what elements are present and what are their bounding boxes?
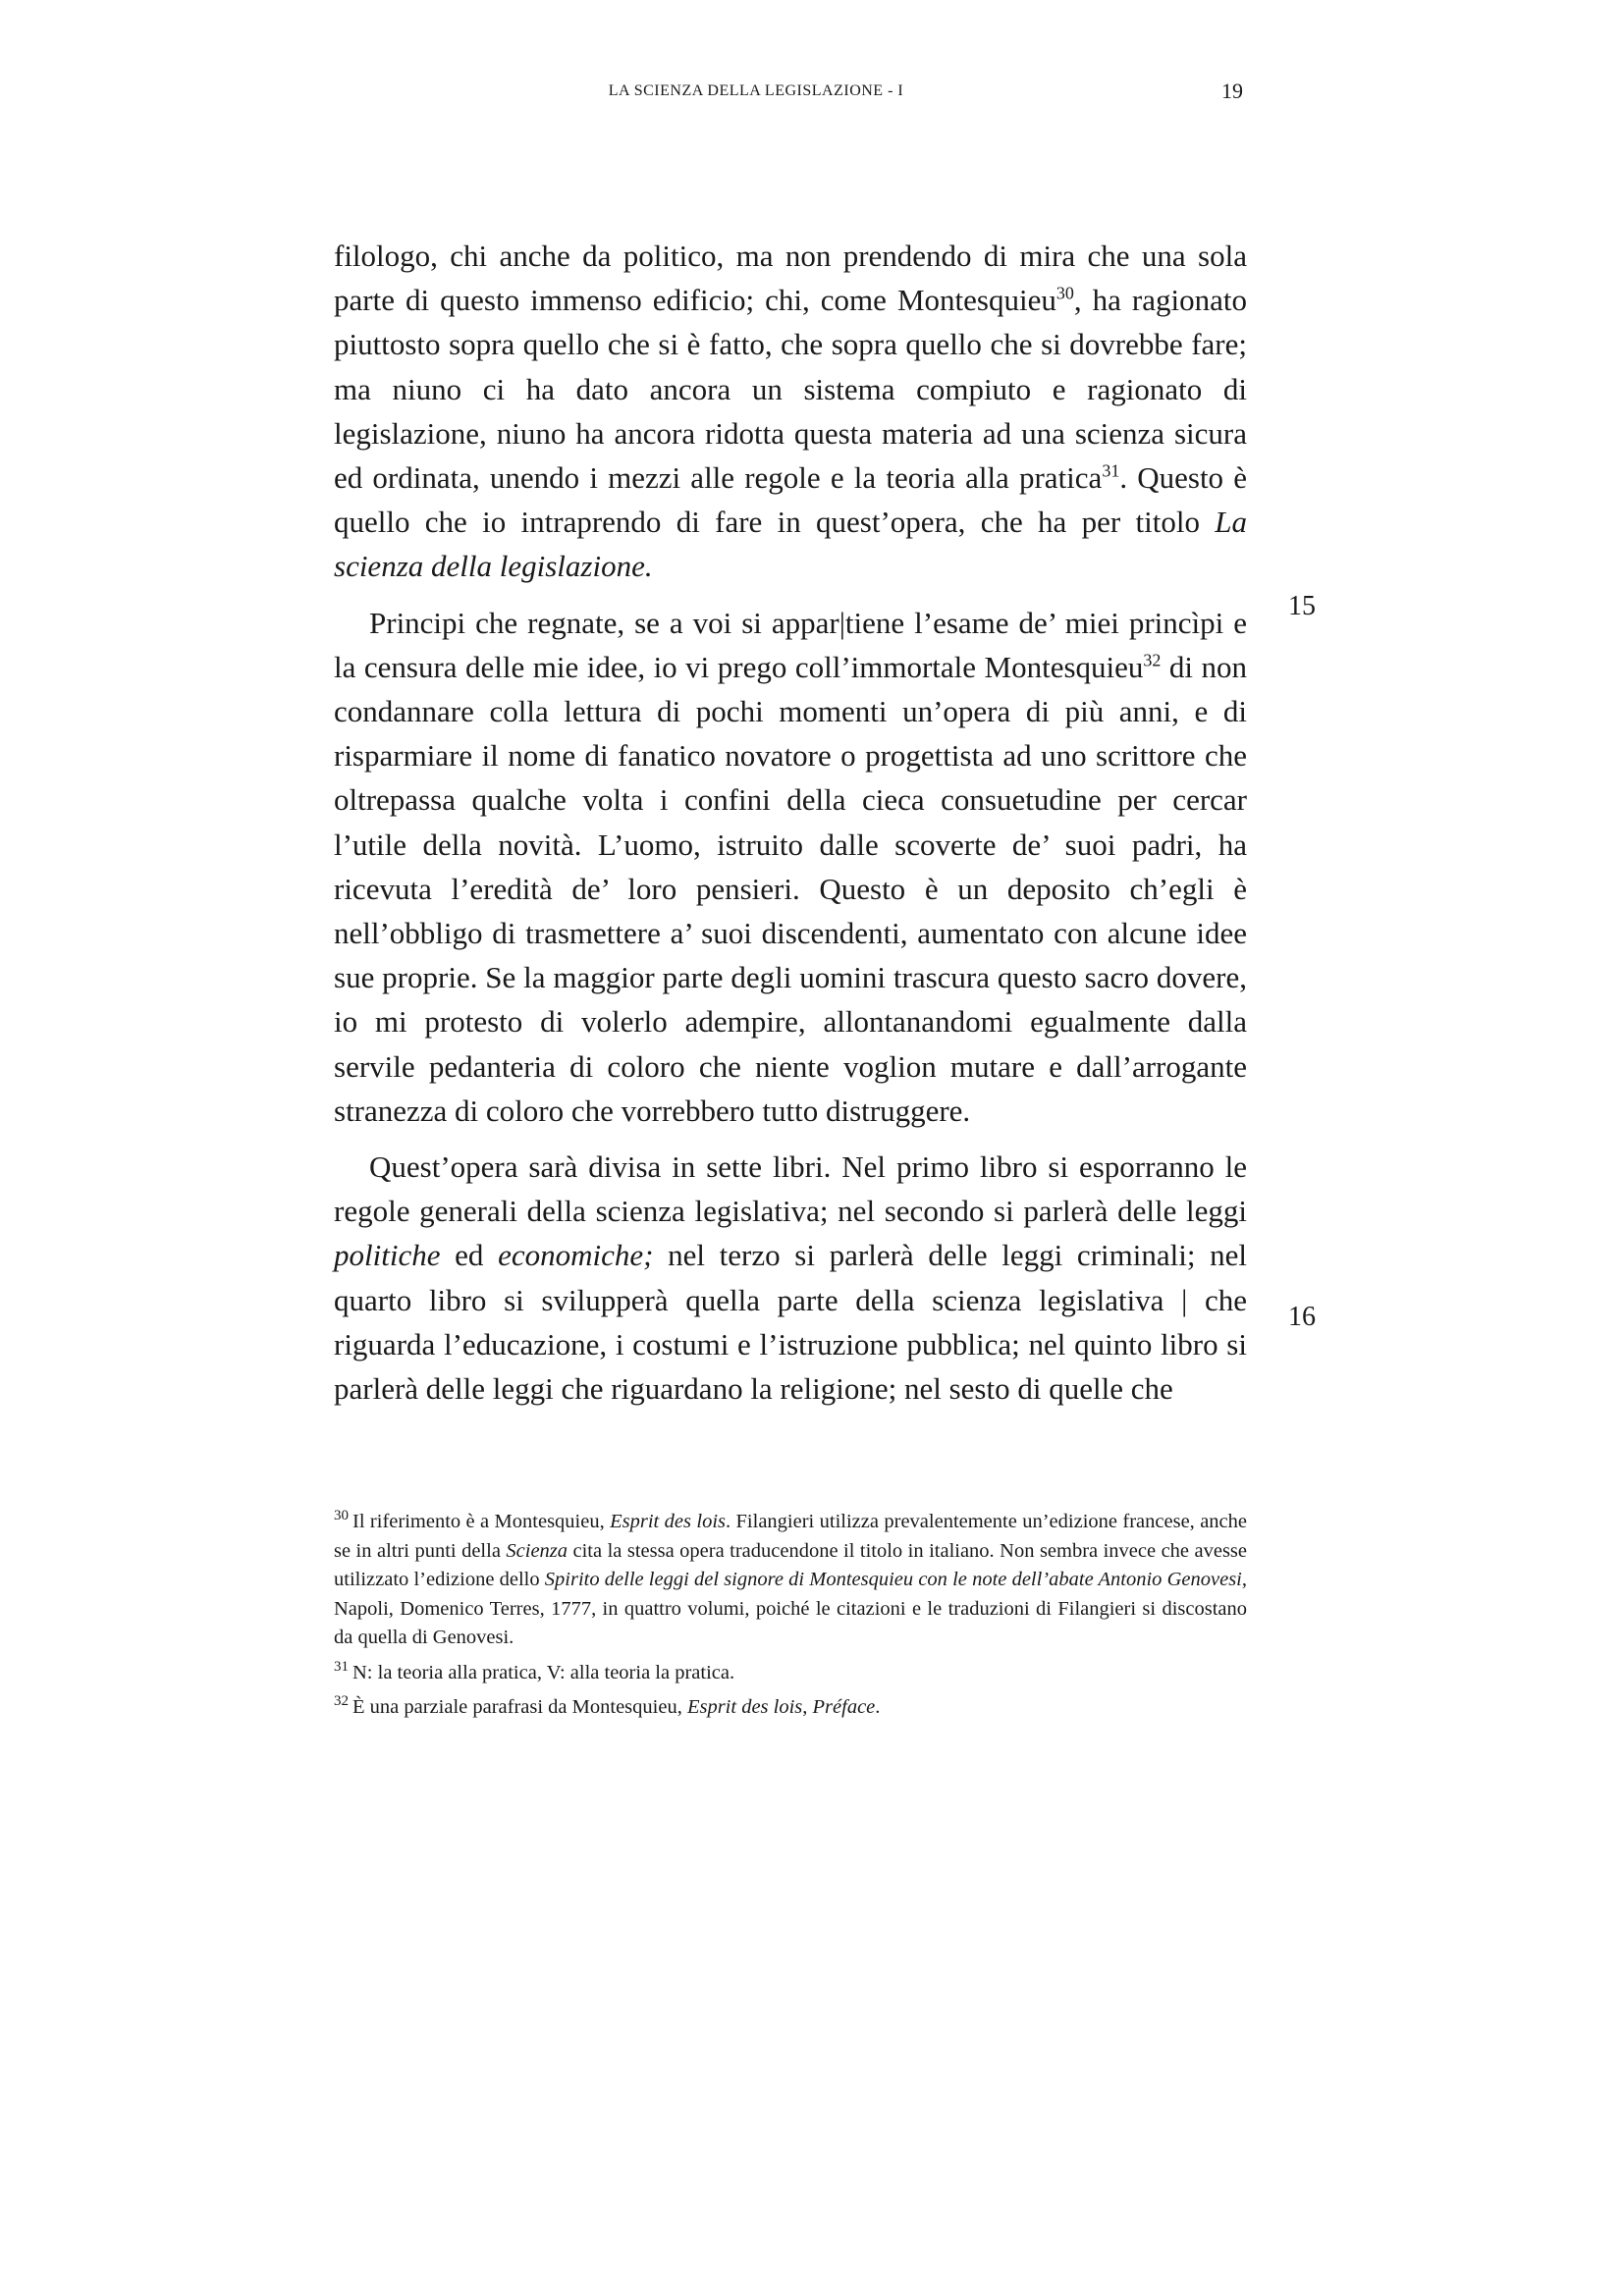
body-text — [334, 234, 1247, 1411]
paragraph-1-text-c: . Questo è quello che io intraprendo di fare in quest’opera, che ha per titolo — [334, 460, 1247, 540]
paragraph-1-text-a: filologo, chi anche da politico, ma non prendendo di mira che una sola parte di questo immenso edificio; chi, come Montesquieu — [334, 239, 1247, 318]
footnote-number: 30 — [334, 1508, 349, 1524]
margin-line-number-15: 15 — [1288, 591, 1316, 621]
footnote-ref-31: 31 — [1102, 460, 1120, 481]
footnote-30-italic-3: Spirito delle leggi del signore di Montesquieu con le note dell’abate Antonio Genovesi — [544, 1569, 1242, 1590]
paragraph-3-text-c: nel terzo si parlerà delle leggi criminali; nel quarto libro si svilupperà quella parte della scienza legislativa | che riguarda l’educazione, i costumi e l’istruzione pubblica; nel quinto libro si parlerà delle leggi che riguardano la religione; nel sesto di quelle che — [334, 1238, 1247, 1407]
footnote-30-text-a: Il riferimento è a Montesquieu, — [352, 1511, 611, 1532]
paragraph-3-italic-1: politiche — [334, 1238, 441, 1273]
footnote-ref-30: 30 — [1055, 283, 1074, 303]
paragraph-2-text-b: di non condannare colla lettura di pochi momenti un’opera di più anni, e di risparmiare il nome di fanatico novatore o progettista ad uno scrittore che oltrepassa qualche volta i confini della cieca consuetudine per cercar l’utile della novità. L’uomo, istruito dalle scoverte de’ suoi padri, ha ricevuta l’eredità de’ loro pensieri. Questo è un deposito ch’egli è nell’obbligo di trasmettere a’ suoi discendenti, aumentato con alcune idee sue proprie. Se la maggior parte degli uomini trascura questo sacro dovere, io mi protesto di volerlo adempire, allontanandomi egualmente dalla servile pedanteria di coloro che niente voglion mutare e dall’arrogante stranezza di coloro che vorrebbero tutto distruggere. — [334, 649, 1247, 1128]
footnote-31-text: N: la teoria alla pratica, V: alla teoria la pratica. — [352, 1661, 735, 1683]
footnote-number: 32 — [334, 1693, 349, 1710]
footnote-30-text-c: cita la stessa opera traducendone il titolo in italiano. Non sembra invece che avesse utilizzato l’edizione dello — [334, 1539, 1248, 1590]
footnote-number: 31 — [334, 1658, 349, 1675]
footnote-30-text-b: . Filangieri utilizza prevalentemente un’edizione francese, anche se in altri punti della — [334, 1511, 1247, 1562]
running-title: LA SCIENZA DELLA LEGISLAZIONE - I — [608, 82, 904, 99]
paragraph-3 — [334, 1145, 1247, 1411]
footnote-32-italic-1: Esprit des lois — [686, 1696, 803, 1718]
page-number: 19 — [1221, 79, 1243, 103]
footnote-32-text-b: , — [802, 1696, 813, 1718]
footnotes — [334, 1508, 1247, 1723]
footnote-30-italic-2: Scienza — [506, 1539, 568, 1562]
footnote-32-text-a: È una parziale parafrasi da Montesquieu, — [352, 1696, 687, 1718]
margin-line-number-16: 16 — [1288, 1302, 1316, 1332]
footnote-30-text-d: , Napoli, Domenico Terres, 1777, in quattro volumi, poiché le citazioni e le traduzioni di Filangieri si discostano da quella di Genovesi. — [334, 1569, 1247, 1648]
paragraph-1 — [334, 234, 1247, 589]
paragraph-3-italic-2: economiche; — [498, 1238, 654, 1273]
footnote-32-italic-2: Préface — [812, 1696, 876, 1718]
paragraph-3-text-b: ed — [440, 1238, 499, 1273]
paragraph-3-text-a: Quest’opera sarà divisa in sette libri. Nel primo libro si esporranno le regole generali della scienza legislativa; nel secondo si parlerà delle leggi — [334, 1149, 1247, 1229]
running-header — [0, 79, 1623, 108]
paragraph-2-text-a: Principi che regnate, se a voi si appar|tiene l’esame de’ miei princìpi e la censura delle mie idee, io vi prego coll’immortale Montesquieu — [334, 605, 1247, 684]
paragraph-1-text-b: , ha ragionato piuttosto sopra quello che si è fatto, che sopra quello che si dovrebbe fare; ma niuno ci ha dato ancora un sistema compiuto e ragionato di legislazione, niuno ha ancora ridotta questa materia ad una scienza sicura ed ordinata, unendo i mezzi alle regole e la teoria alla pratica — [334, 283, 1247, 496]
work-title: La scienza della legislazione. — [334, 505, 1247, 584]
footnote-30-italic-1: Esprit des lois — [610, 1511, 726, 1532]
footnote-ref-32: 32 — [1143, 650, 1162, 670]
footnote-30 — [334, 1508, 1247, 1653]
paragraph-2 — [334, 601, 1247, 1133]
footnote-32 — [334, 1693, 1247, 1723]
footnote-32-text-c: . — [875, 1696, 881, 1718]
footnote-31 — [334, 1659, 1247, 1688]
